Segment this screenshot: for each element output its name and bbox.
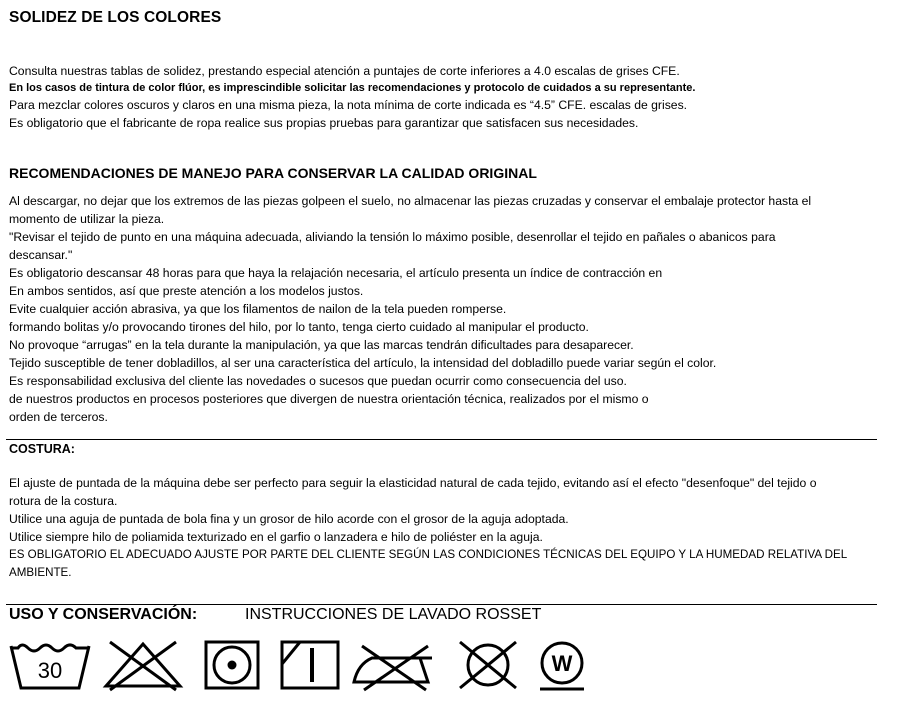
recomendaciones-line: orden de terceros. [9,410,108,424]
wet-clean-icon [532,638,594,692]
costura-line: AMBIENTE. [9,566,72,579]
costura-line: ES OBLIGATORIO EL ADECUADO AJUSTE POR PARTE DEL CLIENTE SEGÚN LAS CONDICIONES TÉCNICAS DEL EQUIPO Y LA HUMEDAD RELATIVA DEL [9,548,848,561]
section-divider [6,604,877,605]
line-dry-icon [278,638,342,692]
recomendaciones-line: Al descargar, no dejar que los extremos de las piezas golpeen el suelo, no almacenar las piezas cruzadas y conservar el embalaje protector hasta el [9,194,812,208]
recomendaciones-line: No provoque “arrugas” en la tela durante la manipulación, ya que las marcas tendrán dificultades para desaparecer. [9,338,634,352]
solidez-line-bold: En los casos de tintura de color flúor, es imprescindible solicitar las recomendaciones y protocolo de cuidados a su representante. [9,82,696,94]
recomendaciones-line: de nuestros productos en procesos posteriores que divergen de nuestra orientación técnica, realizados por el mismo o [9,392,649,406]
costura-line: Utilice una aguja de puntada de bola fina y un grosor de hilo acorde con el grosor de la aguja adoptada. [9,512,569,526]
recomendaciones-line: descansar." [9,248,73,262]
recomendaciones-line: Es obligatorio descansar 48 horas para que haya la relajación necesaria, el artículo presenta un índice de contracción en [9,266,663,280]
recomendaciones-line: "Revisar el tejido de punto en una máquina adecuada, aliviando la tensión lo máximo posible, desenrollar el tejido en pañales o abanicos para [9,230,776,244]
uso-subtitle: INSTRUCCIONES DE LAVADO ROSSET [245,606,542,623]
solidez-line: Es obligatorio que el fabricante de ropa realice sus propias pruebas para garantizar que satisfacen sus necesidades. [9,116,639,130]
solidez-line: Consulta nuestras tablas de solidez, prestando especial atención a puntajes de corte inferiores a 4.0 escalas de grises CFE. [9,64,680,78]
recomendaciones-line: Es responsabilidad exclusiva del cliente las novedades o sucesos que puedan ocurrir como consecuencia del uso. [9,374,627,388]
costura-line: Utilice siempre hilo de poliamida texturizado en el garfio o lanzadera e hilo de poliéster en la aguja. [9,530,543,544]
do-not-bleach-icon [98,638,188,692]
recomendaciones-line: Evite cualquier acción abrasiva, ya que los filamentos de nailon de la tela pueden romperse. [9,302,507,316]
recomendaciones-line: formando bolitas y/o provocando tirones del hilo, por lo tanto, tenga cierto cuidado al manipular el producto. [9,320,589,334]
section-divider [6,439,877,440]
solidez-paragraph [9,62,889,132]
recomendaciones-line: momento de utilizar la pieza. [9,212,165,226]
recomendaciones-line: En ambos sentidos, así que preste atención a los modelos justos. [9,284,364,298]
costura-paragraph [9,474,889,582]
recomendaciones-line: Tejido susceptible de tener dobladillos, al ser una característica del artículo, la intensidad del dobladillo puede variar según el color. [9,356,717,370]
costura-line: rotura de la costura. [9,494,118,508]
wet-clean-letter: W [551,651,573,676]
solidez-line: Para mezclar colores oscuros y claros en una misma pieza, la nota mínima de corte indicada es “4.5” CFE. escalas de grises. [9,98,688,112]
costura-line: El ajuste de puntada de la máquina debe ser perfecto para seguir la elasticidad natural de cada tejido, evitando así el efecto "desenfoque" del tejido o [9,476,817,490]
recomendaciones-heading: RECOMENDACIONES DE MANEJO PARA CONSERVAR LA CALIDAD ORIGINAL [9,165,537,181]
care-symbols [8,638,608,694]
solidez-heading: SOLIDEZ DE LOS COLORES [9,9,222,26]
recomendaciones-paragraph [9,192,889,426]
uso-heading: USO Y CONSERVACIÓN: [9,606,198,623]
tumble-dry-low-icon [202,638,262,692]
wash-30-icon [8,638,92,692]
do-not-iron-icon [348,638,438,692]
wash-temperature-label: 30 [37,658,63,683]
do-not-dry-clean-icon [448,638,528,692]
costura-heading: COSTURA: [9,442,75,456]
